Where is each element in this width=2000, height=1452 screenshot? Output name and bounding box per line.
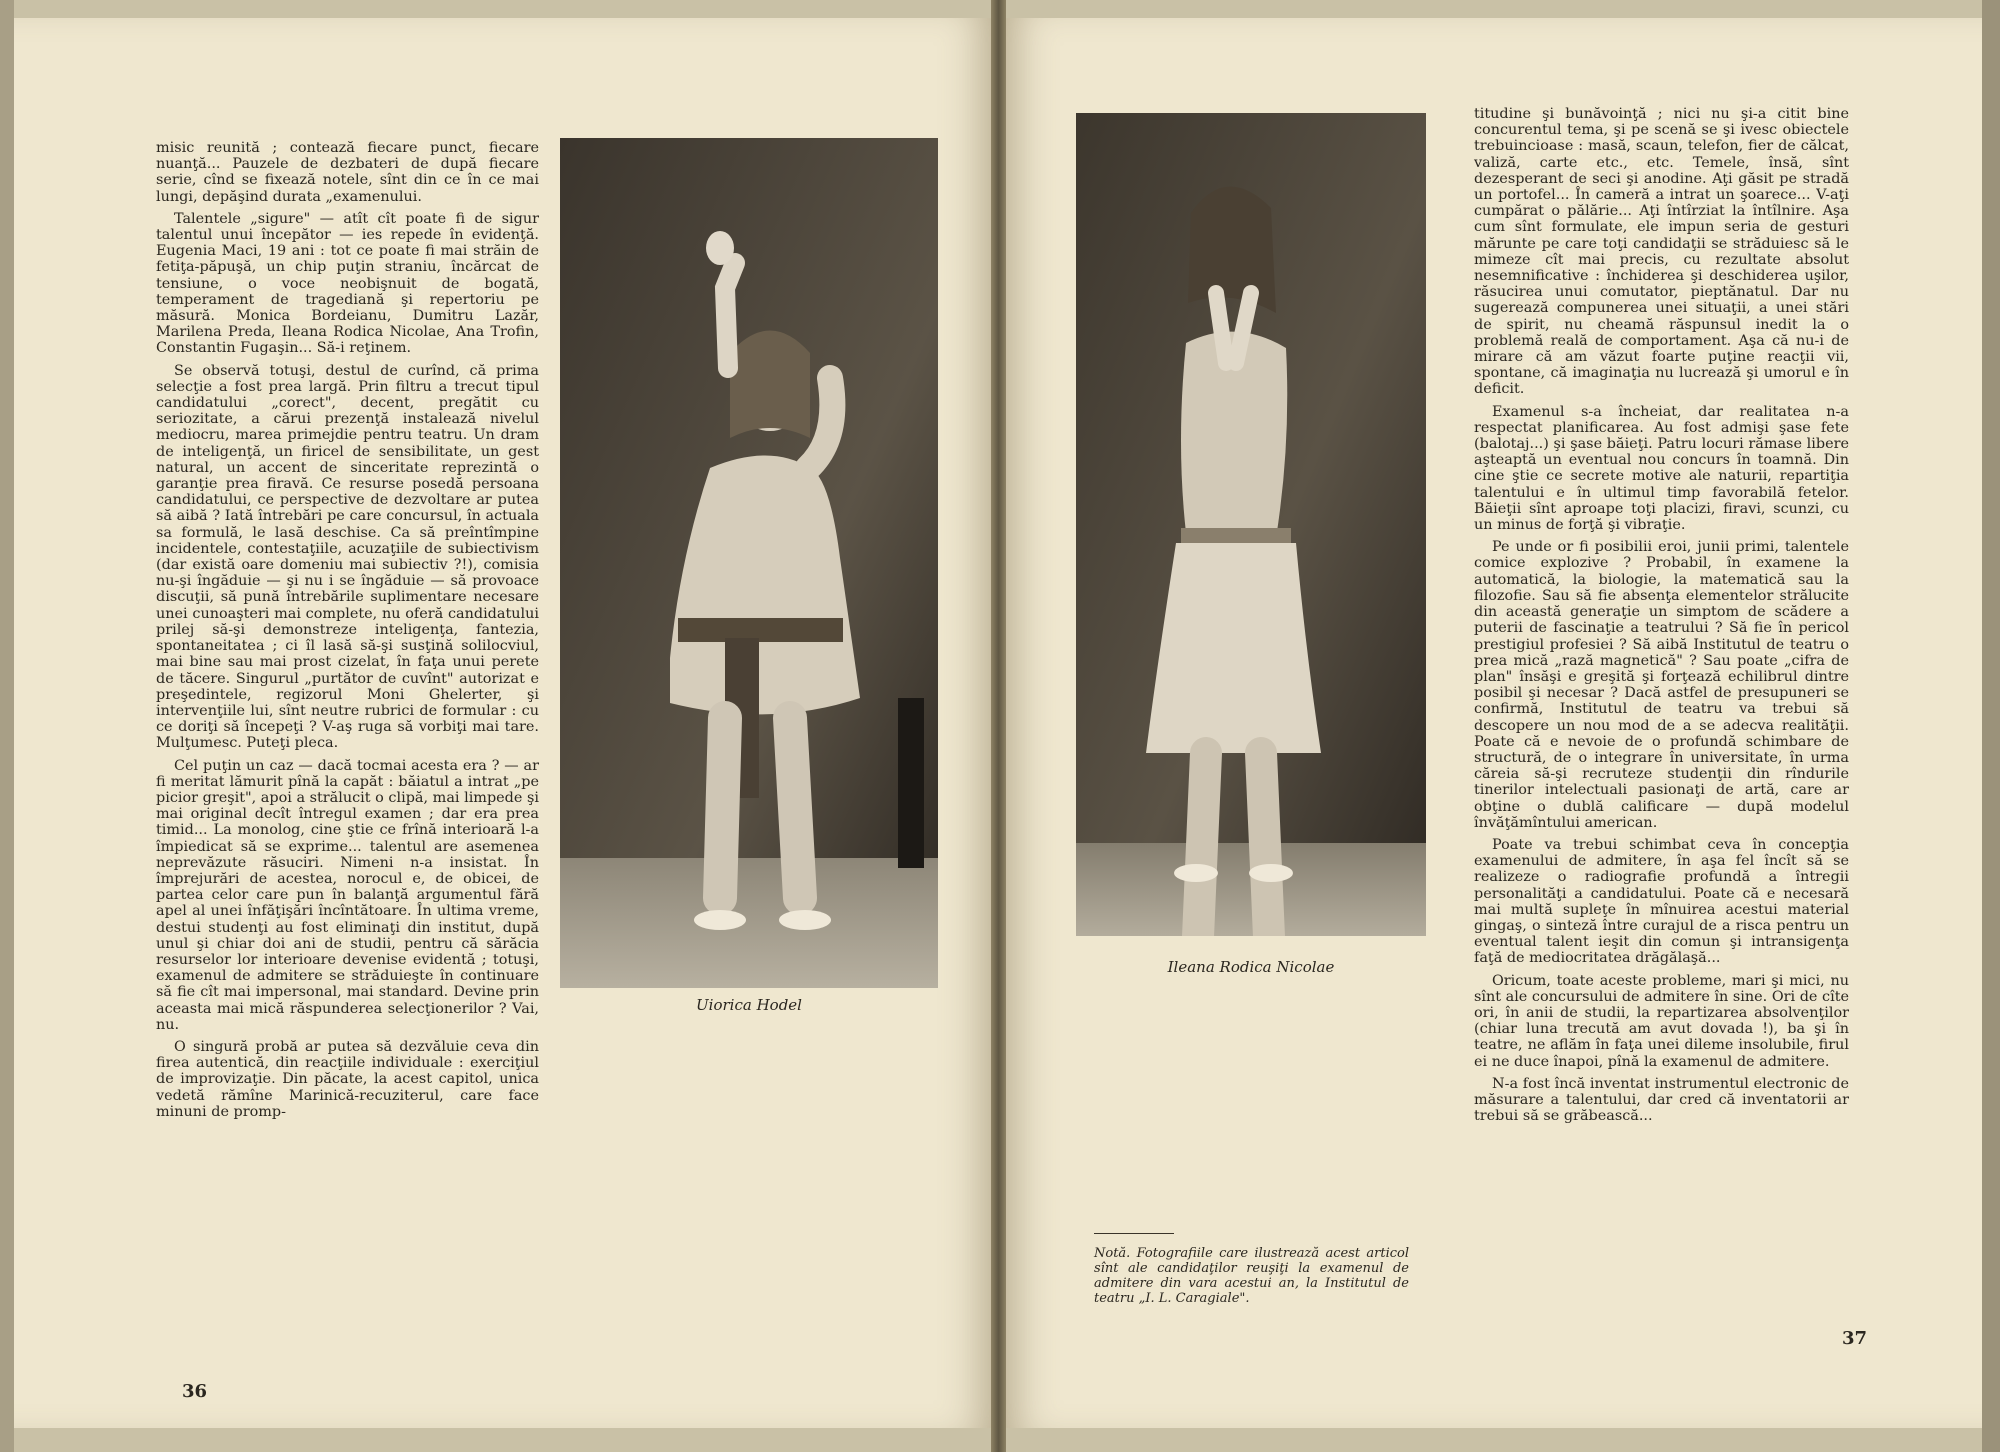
paragraph: Examenul s-a încheiat, dar realitatea n-a respectat planificarea. Au fost admişi şase fete (balotaj...) şi şase băieţi. Patru locuri rămase libere aşteaptă un eventual nou concurs în toamnă. Din cine ştie ce secrete motive ale naturii, repartiţia talentului e în ultimul timp favorabilă fetelor. Băieţii sînt aproape toţi placizi, firavi, scunzi, cu un minus de forţă şi vibraţie. bbox=[1474, 403, 1849, 534]
paragraph: Talentele „sigure" — atît cît poate fi de sigur talentul unui începător — ies repede în evidenţă. Eugenia Maci, 19 ani : tot ce poate fi mai străin de fetiţa-păpuşă, un chip puţin straniu, încărcat de tensiune, o voce neobişnuit de bogată, temperament de tragediană şi repertoriu pe măsură. Monica Bordeianu, Dumitru Lazăr, Marilena Preda, Ileana Rodica Nicolae, Ana Trofin, Constantin Fugaşin... Să-i reţinem. bbox=[156, 210, 539, 357]
paragraph: N-a fost încă inventat instrumentul electronic de măsurare a talentului, dar cred că inventatorii ar trebui să se grăbească... bbox=[1474, 1075, 1849, 1125]
photo-ileana-rodica-nicolae bbox=[1076, 113, 1426, 936]
right-text-column bbox=[1474, 106, 1849, 1316]
photo-uiorica-hodel bbox=[560, 138, 938, 988]
left-text-column bbox=[156, 140, 539, 1380]
paragraph: Se observă totuşi, destul de curînd, că prima selecţie a fost prea largă. Prin filtru a trecut tipul candidatului „corect", decent, pregătit cu seriozitate, a cărui prezenţă instalează nivelul mediocru, marea primejdie pentru teatru. Un dram de inteligenţă, un firicel de sensibilitate, un gest natural, un accent de sinceritate reprezintă o garanţie prea firavă. Ce resurse posedă persoana candidatului, ce perspective de dezvoltare ar putea să aibă ? Iată întrebări pe care concursul, în actuala sa formulă, le lasă deschise. Ca să preîntîmpine incidentele, contestaţiile, acuzaţiile de subiectivism (dar există oare domeniu mai subiectiv ?!), comisia nu-şi îngăduie — şi nu i se îngăduie — să provoace discuţii, să pună întrebările suplimentare necesare unei cunoaşteri mai complete, nu oferă candidatului prilej să-şi demonstreze inteligenţa, fantezia, spontaneitatea ; ci îl lasă să-şi susţină solilocviul, mai bine sau mai prost cizelat, în faţa unui perete de tăcere. Singurul „purtător de cuvînt" autorizat e preşedintele, regizorul Moni Ghelerter, şi intervenţiile lui, sînt neutre rubrici de formular : cu ce doriţi să începeţi ? V-aş ruga să vorbiţi mai tare. Mulţumesc. Puteţi pleca. bbox=[156, 362, 539, 752]
paragraph: misic reunită ; contează fiecare punct, fiecare nuanţă... Pauzele de dezbateri de după fiecare serie, cînd se fixează notele, sînt din ce în ce mai lungi, depăşind durata „examenului. bbox=[156, 140, 539, 205]
paragraph: Pe unde or fi posibilii eroi, junii primi, talentele comice explozive ? Probabil, în examene la automatică, la biologie, la matematică sau la filozofie. Sau să fie absenţa elementelor strălucite din această generaţie un simptom de scădere a puterii de fascinaţie a teatrului ? Să fie în pericol prestigiul profesiei ? Să aibă Institutul de teatru o prea mică „rază magnetică" ? Sau poate „cifra de plan" însăşi e greşită şi forţează echilibrul dintre posibil şi necesar ? Dacă astfel de presupuneri se confirmă, Institutul de teatru va trebui să descopere un nou mod de a se adecva realităţii. Poate că e nevoie de o profundă schimbare de structură, de o integrare în universitate, în urma căreia să-şi recruteze studenţii din rîndurile tinerilor intelectuali pasionaţi de artă, care ar obţine o dublă calificare — după modelul învăţămîntului american. bbox=[1474, 539, 1849, 831]
left-page bbox=[14, 18, 991, 1428]
photo-image bbox=[560, 138, 938, 988]
book-edge-right bbox=[1982, 0, 2000, 1452]
paragraph: O singură probă ar putea să dezvăluie ceva din firea autentică, din reacţiile individuale : exerciţiul de improvizaţie. Din păcate, la acest capitol, unica vedetă rămîne Marinică-recuziterul, care face minuni de promp- bbox=[156, 1038, 539, 1120]
paragraph: Oricum, toate aceste probleme, mari şi mici, nu sînt ale concursului de admitere în sine. Ori de cîte ori, în anii de studii, la repartizarea absolvenţilor (chiar luna trecută am avut dovada !), ba şi în teatre, ne aflăm în faţa unei dileme insolubile, firul ei ne duce înapoi, pînă la examenul de admitere. bbox=[1474, 972, 1849, 1070]
book-gutter bbox=[991, 0, 1006, 1452]
book-edge-left bbox=[0, 0, 14, 1452]
paragraph: Poate va trebui schimbat ceva în concepţia examenului de admitere, în aşa fel încît să se realizeze o radiografie profundă a întregii personalităţi a candidatului. Poate că e necesară mai multă supleţe în mînuirea acestui material gingaş, o sinteză între curajul de a risca pentru un eventual talent ieşit din comun şi intransigenţa faţă de mediocritatea drăgălaşă... bbox=[1474, 836, 1849, 967]
note-divider bbox=[1094, 1233, 1174, 1234]
paragraph: titudine şi bunăvoinţă ; nici nu şi-a citit bine concurentul tema, şi pe scenă se şi ivesc obiectele trebuincioase : masă, scaun, telefon, fier de călcat, valiză, carte etc., etc. Temele, însă, sînt dezesperant de seci şi anodine. Aţi găsit pe stradă un portofel... În cameră a intrat un şoarece... V-aţi cumpărat o pălărie... Aţi întîrziat la întîlnire. Aşa cum sînt formulate, ele impun seria de gesturi mărunte pe care toţi candidaţii se străduiesc să le mimeze cît mai precis, cu rezultate absolut nesemnificative : închiderea şi deschiderea uşilor, răsucirea unui comutator, pieptănatul. Dar nu sugerează compunerea unei situaţii, a unei stări de spirit, nu cheamă răspunsul inedit la o problemă reală de comportament. Aşa că nu-i de mirare că am văzut foarte puţine reacţii vii, spontane, că imaginaţia nu lucrează şi umorul e în deficit. bbox=[1474, 106, 1849, 398]
photo-caption-left: Uiorica Hodel bbox=[696, 996, 802, 1014]
paragraph: Cel puţin un caz — dacă tocmai acesta era ? — ar fi meritat lămurit pînă la capăt : băiatul a intrat „pe picior greşit", apoi a strălucit o clipă, mai limpede şi mai original decît întregul examen ; dar era prea timid... La monolog, cine ştie ce frînă interioară l-a împiedicat să se exprime... talentul are asemenea neprevăzute răsuciri. Nimeni n-a insistat. În împrejurări de acestea, norocul e, de obicei, de partea celor care pun în balanţă argumentul fără apel al unei înfăţişări încîntătoare. În ultima vreme, destui studenţi au fost eliminaţi din institut, după unul şi chiar doi ani de studii, pentru că sărăcia resurselor lor interioare devenise evidentă ; totuşi, examenul de admitere se străduieşte în continuare să fie cît mai impersonal, mai standard. Devine prin aceasta mai mică răspunderea selecţionerilor ? Vai, nu. bbox=[156, 757, 539, 1033]
right-page bbox=[1006, 18, 1982, 1428]
page-number-left: 36 bbox=[182, 1381, 208, 1402]
photo-image bbox=[1076, 113, 1426, 936]
page-number-right: 37 bbox=[1842, 1328, 1868, 1349]
footnote: Notă. Fotografiile care ilustrează acest articol sînt ale candidaţilor reuşiţi la examenul de admitere din vara acestui an, la Institutul de teatru „I. L. Caragiale". bbox=[1094, 1246, 1409, 1306]
photo-caption-right: Ileana Rodica Nicolae bbox=[1167, 958, 1335, 976]
